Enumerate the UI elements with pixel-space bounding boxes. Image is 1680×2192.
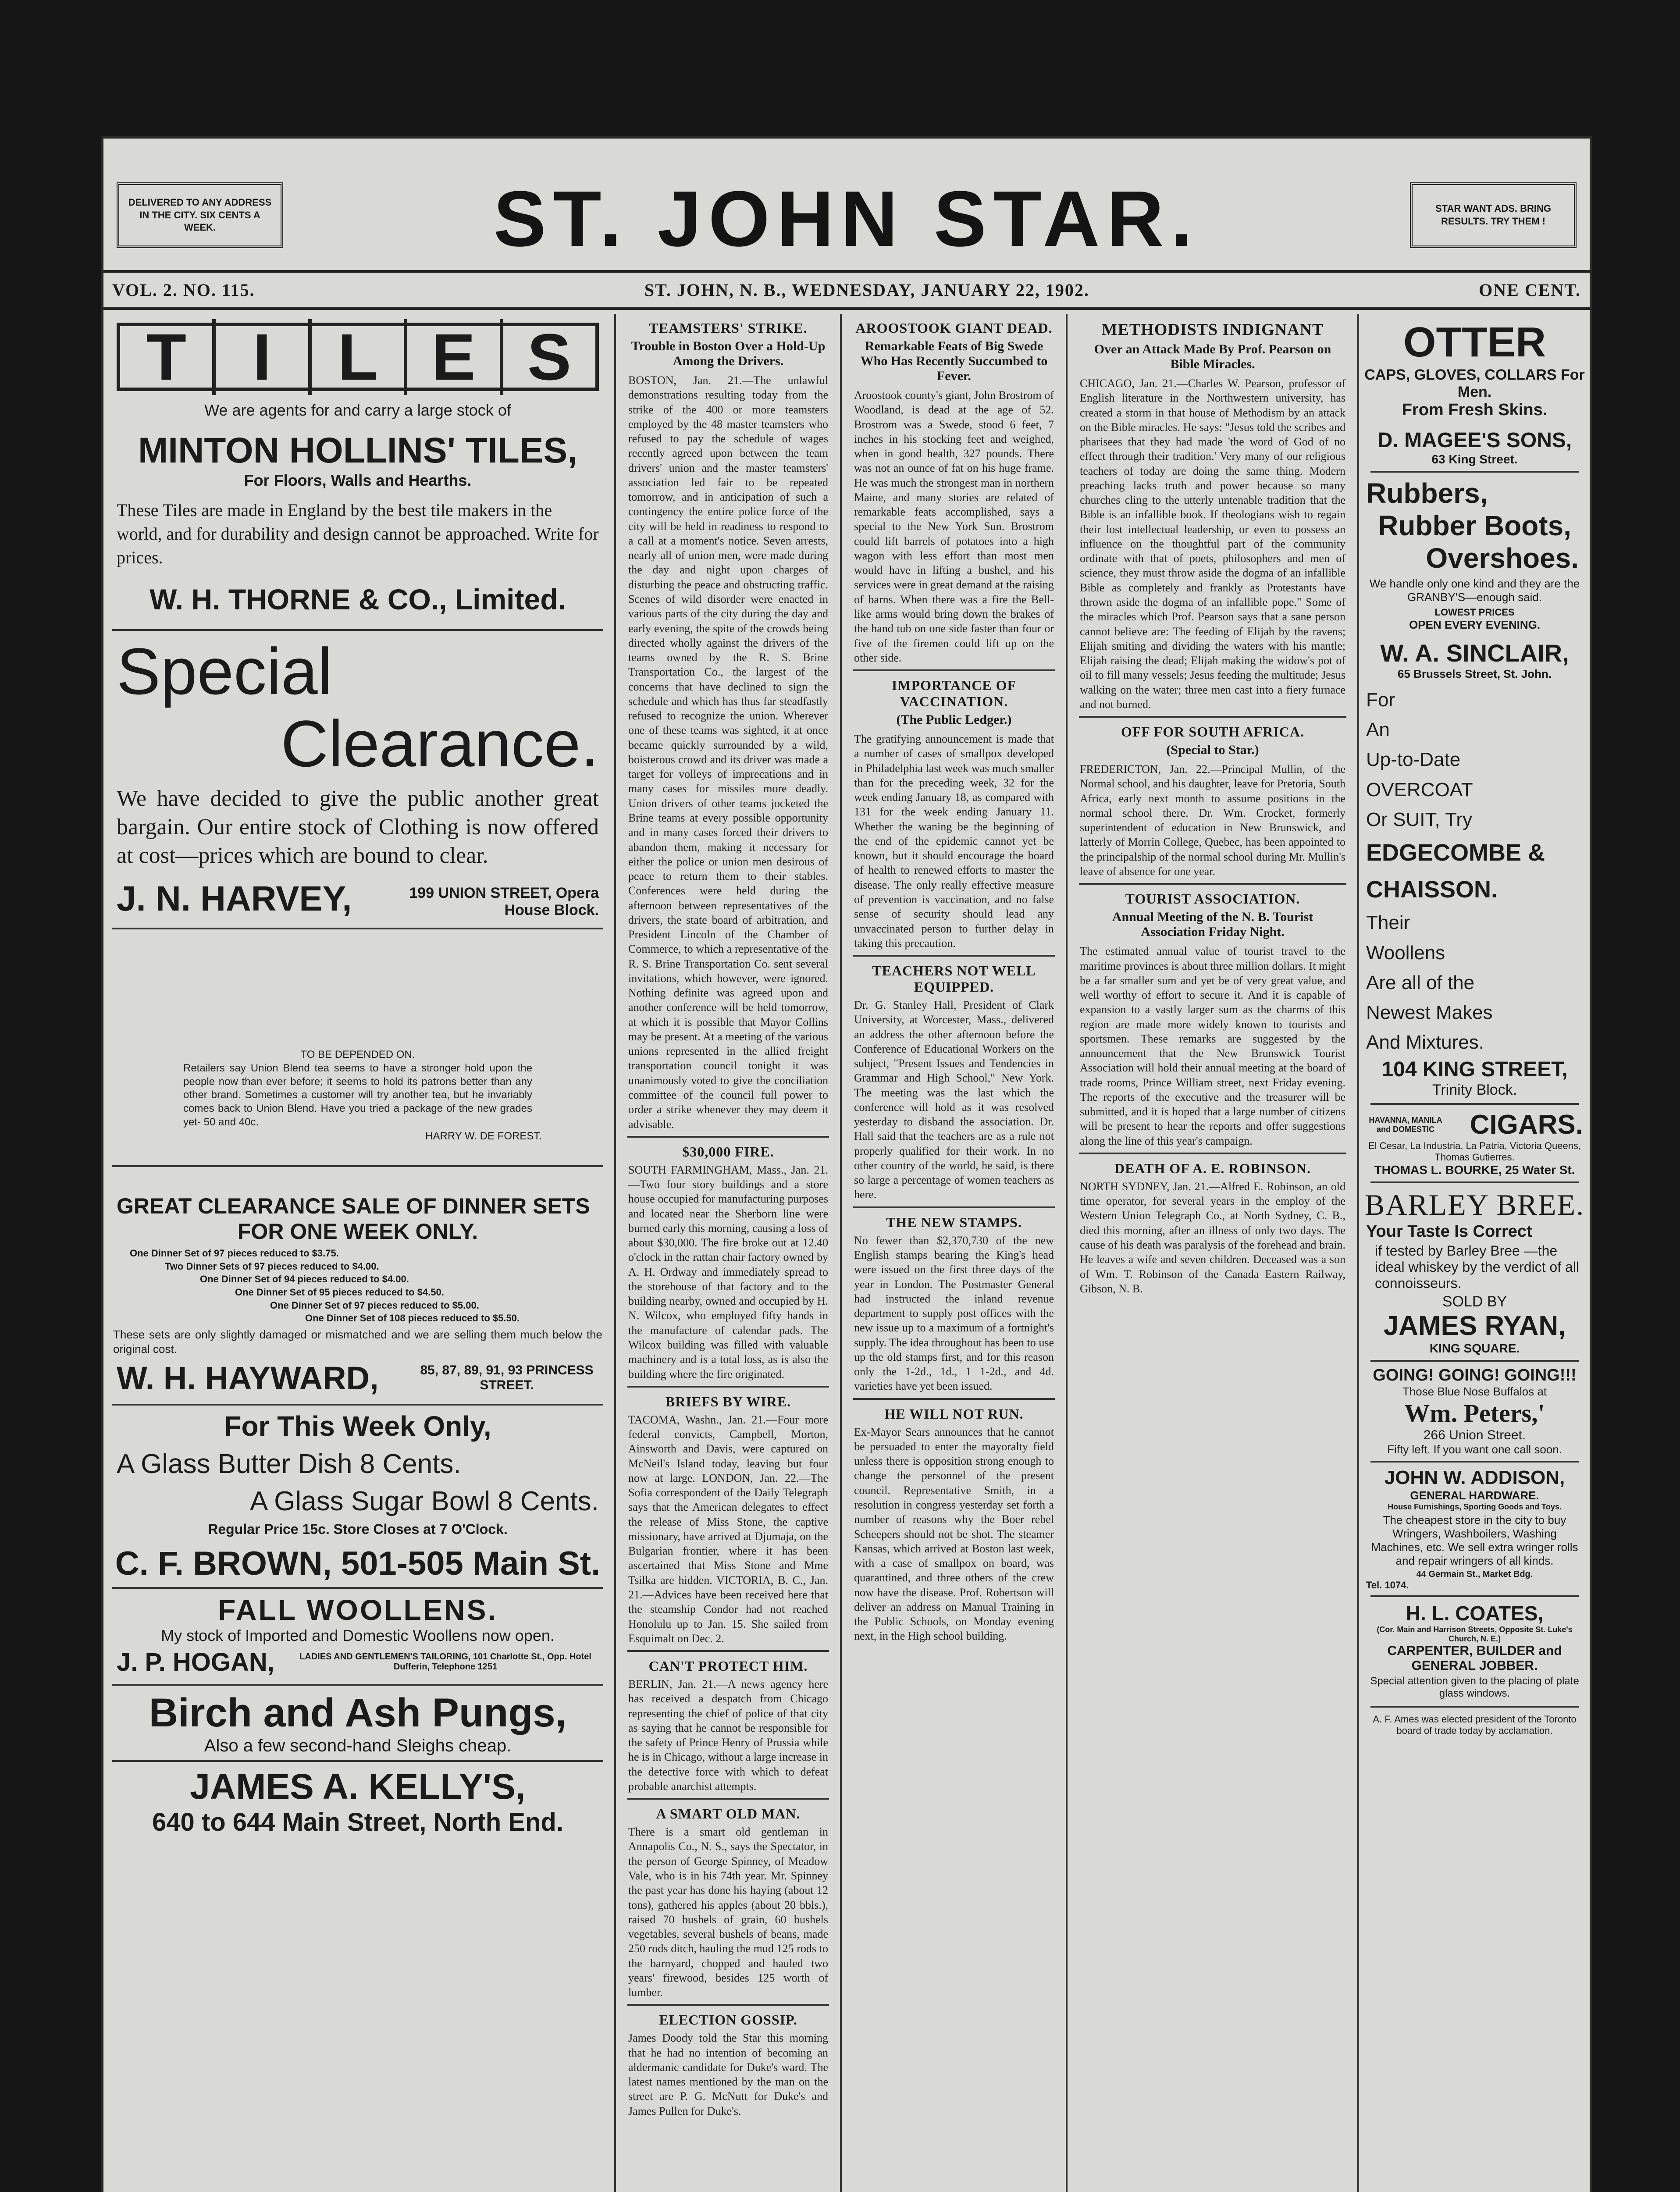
sold-by: SOLD BY	[1442, 1293, 1507, 1310]
addison-address: 44 Germain St., Market Bdg.	[1416, 1569, 1533, 1580]
cigars-heading: CIGARS.	[1470, 1110, 1583, 1140]
rubbers-line: Rubbers,	[1366, 477, 1488, 509]
article-text: There is a smart old gentleman in Annapolis Co., N. S., says the Spectator, in the person of George Spinney, of Meadow Vale, who is in his 74th year. Mr. Spinney the past year has done his haying (about 12 tons), gathered his apples (about 20 bbls.), raised 70 bushels of grain, 60 bushels vegetables, several bushels of beans, made 250 rods ditch, hauling the mud 125 rods to the barnyard, chopped and hauled two years' firewood, besides 125 worth of lumber.	[628, 1825, 828, 1999]
article-text: FREDERICTON, Jan. 22.—Principal Mullin, of the Normal school, and his daughter, leave for Pretoria, South Africa, early next month to assume positions in the normal school there. Dr. Wm. Crocket, formerly superintendent of education in New Brunswick, and latterly of Morrin College, Quebec, has been appointed to the principalship of the normal school during Mr. Mullin's leave of absence for one year.	[1080, 763, 1345, 878]
butter-dish-offer: A Glass Butter Dish 8 Cents.	[117, 1448, 461, 1479]
fall-woollens-text: My stock of Imported and Domestic Woollens now open.	[161, 1626, 555, 1644]
headline: CAN'T PROTECT HIM.	[648, 1658, 808, 1674]
ryan-address: KING SQUARE.	[1429, 1342, 1520, 1356]
newspaper-page	[101, 136, 1592, 2192]
column-rule	[614, 314, 616, 2192]
tiles-letter: L	[308, 319, 404, 395]
column-rule	[840, 314, 842, 2192]
harvey-address: 199 UNION STREET, Opera House Block.	[409, 884, 599, 918]
pungs-heading: Birch and Ash Pungs,	[149, 1690, 567, 1735]
ames-note: A. F. Ames was elected president of the Toronto board of trade today by acclamation.	[1373, 1714, 1577, 1737]
woollens-line: Their	[1366, 912, 1410, 934]
divider	[627, 1650, 829, 1652]
cigar-brands: El Cesar, La Industria, La Patria, Victoria Queens, Thomas Gutierres.	[1368, 1140, 1581, 1163]
divider	[112, 1760, 603, 1762]
headline: HE WILL NOT RUN.	[884, 1406, 1024, 1422]
article-text: TACOMA, Washn., Jan. 21.—Four more federal convicts, Campbell, Morton, Ainsworth and Davis, were captured on McNeil's Island today, leaving but four now at large. LONDON, Jan. 22.—The Sofia correspondent of the Daily Telegraph says that the American delegates to effect the release of Miss Stone, the captive missionary, have arrived at Djumaja, on the Bulgarian frontier, where it has been ascertained that Miss Stone and Mme Tsilka are hidden. VICTORIA, B. C., Jan. 21.—Advices have been received here that the steamship Condor had not reached Honolulu up to Jan. 15. She sailed from Esquimalt on Dec. 2.	[628, 1413, 828, 1645]
column-news-3	[844, 314, 1064, 2192]
divider	[853, 955, 1055, 957]
dinner-set-line: One Dinner Set of 94 pieces reduced to $4.00.	[200, 1274, 409, 1285]
tiles-lead: We are agents for and carry a large stock of	[204, 401, 511, 419]
article-text: The estimated annual value of tourist travel to the maritime provinces is about three million dollars. It might be a far smaller sum and yet be of very great value, and well worthy of effort to secure it. And it is capable of expansion to a vastly larger sum as the charms of this region are made more widely known to tourists and sportsmen. These remarks are suggested by the announcement that the New Brunswick Tourist Association will hold their annual meeting at the board of trade rooms, Prince William street, next Friday evening. The reports of the executive and the treasurer will be submitted, and it is hoped that a large number of citizens will be present to hear the reports and offer suggestions along the line of this year's campaign.	[1080, 945, 1345, 1147]
peters-text: Fifty left. If you want one call soon.	[1387, 1443, 1562, 1456]
ryan-name: JAMES RYAN,	[1383, 1311, 1566, 1342]
article-text: NORTH SYDNEY, Jan. 21.—Alfred E. Robinson, an old time operator, for several years in the employ of the Western Union Telegraph Co., at North Sydney, C. B., died this morning, after an illness of only two days. The cause of his death was paralysis of the forehead and brain. He leaves a wife and seven children. Deceased was a son of Wm. T. Robinson of the Canada Eastern Railway, Gibson, N. B.	[1080, 1180, 1345, 1295]
divider	[627, 2004, 829, 2006]
volume-number: VOL. 2. NO. 115.	[112, 280, 255, 300]
divider	[1370, 1595, 1579, 1597]
dinner-set-line: One Dinner Set of 97 pieces reduced to $5.00.	[270, 1299, 479, 1311]
overcoat-line: OVERCOAT	[1366, 779, 1473, 801]
masthead	[103, 139, 1590, 314]
dinner-sets-note: These sets are only slightly damaged or mismatched and we are selling them much below the original cost.	[113, 1328, 602, 1356]
overcoat-line: Up-to-Date	[1366, 749, 1461, 771]
article-text: James Doody told the Star this morning that he had no intention of becoming an aldermanic candidate for Duke's ward. The latest names mentioned by the man on the street are P. G. McNutt for Duke's and James Pullen for Duke's.	[628, 2032, 828, 2117]
dinner-sets-week: FOR ONE WEEK ONLY.	[237, 1219, 478, 1244]
taste-heading: Your Taste Is Correct	[1366, 1222, 1532, 1241]
otter-from: From Fresh Skins.	[1402, 401, 1548, 419]
left-ear-box: DELIVERED TO ANY ADDRESS IN THE CITY. SIX CENTS A WEEK.	[117, 182, 283, 248]
dinner-set-line: Two Dinner Sets of 97 pieces reduced to $4.00.	[165, 1260, 379, 1272]
column-news-4	[1070, 314, 1355, 2192]
going-heading: GOING! GOING! GOING!!!	[1373, 1366, 1577, 1385]
dateline	[112, 279, 1581, 301]
headline: $30,000 FIRE.	[682, 1143, 774, 1160]
kelly-name: JAMES A. KELLY'S,	[190, 1766, 526, 1807]
divider	[1079, 1153, 1346, 1154]
tiles-letter: S	[500, 319, 595, 395]
union-blend-text: Retailers say Union Blend tea seems to have a stronger hold upon the people now than ever before; it seems to hold its patrons better than any other brand. Sometimes a customer will try another tea, but he invariably comes back to Union Blend. Have you tried a package of the new grades yet- 50 and 40c.	[183, 1062, 532, 1128]
column-ads-left	[103, 314, 612, 2192]
divider	[627, 1798, 829, 1800]
divider	[112, 1404, 603, 1406]
tiles-text: These Tiles are made in England by the best tile makers in the world, and for durability and design cannot be approached. Write for prices.	[117, 500, 599, 567]
dinner-set-line: One Dinner Set of 108 pieces reduced to $5.50.	[305, 1313, 520, 1324]
overshoes-line: Overshoes.	[1426, 542, 1579, 574]
article-text: The gratifying announcement is made that a number of cases of smallpox developed in Philadelphia last week was much smaller than for the preceding week, 32 for the week ending January 18, as compared with 131 for the week ending January 11. Whether the waning be the beginning of the end of the epidemic cannot yet be known, but it should encourage the board of health to renewed efforts to master the disease. The only really effective measure of prevention is vaccination, and no false sense of security should lead any unvaccinated person to further delay in taking this precaution.	[854, 733, 1054, 950]
headline: METHODISTS INDIGNANT	[1101, 320, 1324, 339]
divider	[627, 1136, 829, 1138]
divider	[112, 928, 603, 929]
overcoat-line: An	[1366, 719, 1390, 741]
addison-telephone: Tel. 1074.	[1366, 1580, 1409, 1591]
overcoat-line: Or SUIT, Try	[1366, 808, 1472, 830]
thorne-name: W. H. THORNE & CO., Limited.	[149, 583, 566, 616]
top-rule	[103, 270, 1590, 273]
union-blend-title: TO BE DEPENDED ON.	[300, 1048, 415, 1060]
cigars-type: HAVANNA, MANILA and DOMESTIC	[1369, 1115, 1442, 1134]
divider	[112, 1684, 603, 1686]
subheadline: Annual Meeting of the N. B. Tourist Association Friday Night.	[1112, 910, 1313, 939]
coates-name: H. L. COATES,	[1406, 1602, 1544, 1625]
otter-heading: OTTER	[1403, 319, 1546, 366]
bourke-name: THOMAS L. BOURKE, 25 Water St.	[1374, 1163, 1575, 1177]
magee-name: D. MAGEE'S SONS,	[1377, 429, 1572, 452]
headline: IMPORTANCE OF VACCINATION.	[891, 677, 1017, 710]
headline: AROOSTOOK GIANT DEAD.	[855, 320, 1053, 336]
divider	[1370, 1181, 1579, 1183]
article-text: Dr. G. Stanley Hall, President of Clark University, at Worcester, Mass., delivered an address the other afternoon before the Conference of Educational Workers on the subject, "Present Issues and Tendencies in Grammar and High School," New York. The meeting was the last which the conference will hold as it was resolved yesterday to disband the association. Dr. Hall said that the teachers are as a rule not properly qualified for their work. In no other country of the world, he said, is there so large a percentage of women teachers as here.	[854, 999, 1054, 1201]
headline: TEACHERS NOT WELL EQUIPPED.	[872, 963, 1036, 995]
divider	[1370, 471, 1579, 473]
divider	[1370, 1103, 1579, 1105]
otter-sub: CAPS, GLOVES, COLLARS For Men.	[1364, 367, 1585, 400]
divider	[1370, 1461, 1579, 1463]
sinclair-address: 65 Brussels Street, St. John.	[1397, 667, 1552, 680]
buffalo-text: Those Blue Nose Buffalos at	[1402, 1385, 1547, 1398]
coates-trade: CARPENTER, BUILDER and GENERAL JOBBER.	[1387, 1644, 1562, 1673]
article-text: No fewer than $2,370,730 of the new English stamps bearing the King's head were issued on the first three days of the year in London. The Postmaster General had instructed the inland revenue department to supply post offices with the new issue up to a maximum of a fortnight's supply. The idea throughout has been to use up the old stamps first, and for this reason only the 1-2d., 1d., 1 1-2d., and 4d. varieties have yet been issued.	[854, 1234, 1054, 1393]
addison-name: JOHN W. ADDISON,	[1384, 1467, 1565, 1489]
place-date: ST. JOHN, N. B., WEDNESDAY, JANUARY 22, 1902.	[644, 280, 1089, 300]
open-evening: OPEN EVERY EVENING.	[1409, 618, 1541, 631]
headline: TEAMSTERS' STRIKE.	[649, 320, 808, 336]
addison-goods: House Furnishings, Sporting Goods and Toys.	[1388, 1502, 1562, 1512]
divider	[1370, 1706, 1579, 1708]
subheadline: Trouble in Boston Over a Hold-Up Among the Drivers.	[631, 339, 826, 368]
divider	[627, 1386, 829, 1388]
divider	[853, 1206, 1055, 1208]
woollens-line: Are all of the	[1366, 971, 1475, 993]
tiles-letter: I	[212, 319, 308, 395]
barley-bree-heading: BARLEY BREE.	[1364, 1188, 1585, 1222]
article-text: BERLIN, Jan. 21.—A news agency here has received a despatch from Chicago representing the chief of police of that city as saying that he cannot be responsible for the safety of Prince Henry of Prussia while he is in Chicago, without a large increase in the detective force with which to defeat probable anarchist attempts.	[628, 1678, 828, 1793]
coates-text: Special attention given to the placing of plate glass windows.	[1370, 1675, 1579, 1700]
divider	[112, 1587, 603, 1589]
hogan-name: J. P. HOGAN,	[117, 1648, 274, 1676]
headline: OFF FOR SOUTH AFRICA.	[1121, 724, 1305, 740]
divider	[1079, 716, 1346, 718]
magee-address: 63 King Street.	[1431, 452, 1518, 466]
lowest-prices: LOWEST PRICES	[1434, 607, 1515, 618]
trinity-block: Trinity Block.	[1432, 1082, 1517, 1099]
hayward-name: W. H. HAYWARD,	[117, 1359, 379, 1396]
headline: ELECTION GOSSIP.	[659, 2012, 797, 2028]
fall-woollens-heading: FALL WOOLLENS.	[218, 1593, 498, 1626]
peters-name: Wm. Peters,'	[1404, 1399, 1545, 1428]
headline: A SMART OLD MAN.	[656, 1806, 801, 1822]
brown-name: C. F. BROWN, 501-505 Main St.	[115, 1544, 601, 1582]
special-heading: Special	[117, 634, 332, 708]
clearance-text: We have decided to give the public another great bargain. Our entire stock of Clothing is now offered at cost—prices which are bound to clear.	[117, 786, 599, 868]
sugar-bowl-offer: A Glass Sugar Bowl 8 Cents.	[249, 1486, 599, 1516]
dinner-sets-heading: GREAT CLEARANCE SALE OF DINNER SETS	[117, 1193, 590, 1218]
woollens-line: And Mixtures.	[1366, 1032, 1484, 1053]
coates-address: (Cor. Main and Harrison Streets, Opposite St. Luke's Church, N. E.)	[1377, 1625, 1573, 1644]
divider	[112, 1165, 603, 1167]
rubber-boots-line: Rubber Boots,	[1378, 510, 1571, 541]
week-only-heading: For This Week Only,	[224, 1410, 491, 1442]
subheadline: Remarkable Feats of Big Swede Who Has Recently Succumbed to Fever.	[860, 339, 1048, 383]
tiles-letter: T	[146, 320, 187, 394]
subheadline: Over an Attack Made By Prof. Pearson on Bible Miracles.	[1094, 342, 1331, 371]
woollens-line: Newest Makes	[1366, 1001, 1493, 1023]
divider	[853, 1398, 1055, 1400]
divider	[1079, 883, 1346, 885]
bottom-rule	[103, 307, 1590, 310]
addison-text: The cheapest store in the city to buy Wringers, Washboilers, Washing Machines, etc. We sell extra wringer rolls and repair wringers of all kinds.	[1371, 1513, 1578, 1568]
divider	[112, 629, 603, 631]
headline: BRIEFS BY WIRE.	[665, 1393, 791, 1409]
union-blend-sign: HARRY W. DE FOREST.	[425, 1130, 542, 1142]
subheadline: (Special to Star.)	[1166, 743, 1259, 758]
column-rule	[1066, 314, 1068, 2192]
overcoat-line: For	[1366, 689, 1395, 711]
article-text: BOSTON, Jan. 21.—The unlawful demonstrations resulting today from the strike of the 400 or more teamsters employed by the 48 master teamsters who refused to pay the schedule of wages recently agreed upon between the team drivers' union and the master teamsters' association led fair to be repeated tomorrow, and in anticipation of such a contingency the entire police force of the city will be held in readiness to respond to a call at a moment's notice. Seven arrests, nearly all of union men, were made during the day and night upon charges of disturbing the peace and obstructing traffic. Scenes of wild disorder were enacted in various parts of the city during the day and early evening, the spite of the crowds being directed wholly against the drivers of the teams owned by the R. S. Brine Transportation Co., the largest of the concerns that have declined to sign the schedule and which has thus far steadfastly refused to recognize the union. Wherever one of these teams was sighted, it at once became quickly surrounded by a wild, boisterous crowd and its driver was made a target for volleys of imprecations and in many cases for missiles more deadly. Union drivers of other teams jocketed the Brine teams at every possible opportunity and in many cases forced their drivers to abandon them, making it necessary for either the police or union men desirous of peace to return them to their stables. Conferences were held during the afternoon between representatives of the drivers, the state board of arbitration, and President Lincoln of the Chamber of Commerce, to which a representative of the R. S. Brine Transportation Co. sent several invitations, which however, were ignored. Nothing definite was agreed upon and another conference will be held tomorrow, at which it is possible that Mayor Collins may be present. At a meeting of the various unions represented in the allied freight transportation council tonight it was unanimously voted to give the conciliation committee of the council full power to order a strike whenever they may deem it advisable.	[628, 374, 828, 1131]
headline: DEATH OF A. E. ROBINSON.	[1114, 1160, 1311, 1176]
subheadline: (The Public Ledger.)	[896, 712, 1012, 727]
peters-address: 266 Union Street.	[1423, 1428, 1526, 1443]
column-news-2	[619, 314, 838, 2192]
clearance-heading: Clearance.	[281, 706, 599, 780]
hayward-address: 85, 87, 89, 91, 93 PRINCESS STREET.	[420, 1363, 594, 1393]
divider	[1370, 1360, 1579, 1362]
kelly-address: 640 to 644 Main Street, North End.	[152, 1808, 563, 1836]
article-text: Aroostook county's giant, John Brostrom of Woodland, is dead at the age of 52. Brostrom was a Swede, stood 6 feet, 7 inches in his stocking feet and weighed, when in good health, 327 pounds. There was not an ounce of fat on his huge frame. He was much the strongest man in northern Maine, and many stories are related of remarkable feats accomplished, says a special to the New York Sun. Brostrom could lift barrels of potatoes into a high wagon with less effort than most men would have in lifting a bushel, and his services were in great demand at the raising of barns. When there was a fire the Bell-like arms would bring down the brakes of the hand tub on one side faster than four or five of the firemen could lift up on the other side.	[854, 389, 1054, 664]
headline: TOURIST ASSOCIATION.	[1125, 891, 1300, 907]
column-rule	[1357, 314, 1359, 2192]
dinner-set-line: One Dinner Set of 97 pieces reduced to $3.75.	[130, 1247, 339, 1259]
sinclair-name: W. A. SINCLAIR,	[1380, 639, 1569, 667]
pungs-text: Also a few second-hand Sleighs cheap.	[204, 1736, 512, 1755]
regular-price-note: Regular Price 15c. Store Closes at 7 O'Clock.	[208, 1521, 508, 1537]
column-ads-right	[1362, 314, 1587, 2192]
right-ear-box: STAR WANT ADS. BRING RESULTS. TRY THEM !	[1410, 182, 1577, 248]
article-text: CHICAGO, Jan. 21.—Charles W. Pearson, professor of English literature in the Northwestern university, has created a storm in that house of Methodism by an attack on the Bible miracles. He says: "Jesus told the scribes and pharisees that they had made 'the word of God of no effect through their tradition.' Very many of our religious teachers of today are doing the same thing. Modern preaching lacks truth and power because so many churches cling to the utterly untenable tradition that the Bible is an infallible book. If theologians wish to regain their lost intellectual leadership, or even to possess an influence on the thoughtful part of the community ordinate with that of poets, philosophers and men of science, they must throw aside the dogma of an infallible Bible as completely and frankly as Protestants have thrown aside the dogma of an infallible pope." Some of the miracles which Prof. Pearson says that a sane person cannot believe are: The feeding of Elijah by the ravens; Elijah smiting and dividing the waters with his mantle; Elijah raising the dead; Elijah making the widow's pot of oil to fill many vessels; Jesus feeding the multitude; Jesus walking on the water; three men cast into a fiery furnace and not burned.	[1080, 377, 1345, 711]
addison-sub: GENERAL HARDWARE.	[1410, 1489, 1539, 1502]
newspaper-title: ST. JOHN STAR.	[493, 175, 1200, 263]
granby-text: We handle only one kind and they are the GRANBY'S—enough said.	[1369, 577, 1580, 604]
taste-text: if tested by Barley Bree —the ideal whiskey by the verdict of all connoisseurs.	[1375, 1243, 1579, 1292]
hogan-address: LADIES AND GENTLEMEN'S TAILORING, 101 Charlotte St., Opp. Hotel Dufferin, Telephone 1251	[299, 1652, 591, 1672]
woollens-line: Woollens	[1366, 942, 1445, 964]
price: ONE CENT.	[1479, 280, 1581, 300]
article-text: SOUTH FARMINGHAM, Mass., Jan. 21.—Two four story buildings and a store house occupied for manufacturing purposes and located near the Sherborn line were burned early this morning, causing a loss of about $30,000. The fire broke out at 12.40 o'clock in the rattan chair factory owned by A. H. Ordway and immediately spread to the storehouse of that factory and to the building nearby, owned and occupied by H. N. Wilcox, who employed fifty hands in the manufacture of calendar pads. The Wilcox building was filled with valuable machinery and is a total loss, as is also the building where the fire originated.	[628, 1163, 828, 1381]
chaisson-name: CHAISSON.	[1366, 876, 1498, 903]
divider	[853, 669, 1055, 671]
edgecombe-name: EDGECOMBE &	[1366, 839, 1545, 866]
tiles-sub: For Floors, Walls and Hearths.	[244, 471, 472, 489]
headline: THE NEW STAMPS.	[886, 1214, 1022, 1230]
tiles-brand: MINTON HOLLINS' TILES,	[138, 430, 577, 470]
tiles-banner	[117, 320, 599, 394]
article-text: Ex-Mayor Sears announces that he cannot be persuaded to enter the mayoralty field unless there is opposition strong enough to change the personnel of the present council. Representative Smith, in a resolution in congress yesterday set forth a number of reasons why the Boer rebel Scheepers should not be shot. The steamer Kansas, which arrived at Boston last week, with a case of smallpox on board, was quarantined, and three others of the crew now have the disease. Prof. Robertson will deliver an address on Manual Training in the Public Schools, on Monday evening next, in the High school building.	[854, 1425, 1054, 1643]
tiles-letter: E	[404, 319, 499, 395]
harvey-name: J. N. HARVEY,	[117, 879, 352, 918]
king-street: 104 KING STREET,	[1381, 1058, 1568, 1082]
dinner-set-line: One Dinner Set of 95 pieces reduced to $4.50.	[235, 1287, 444, 1298]
